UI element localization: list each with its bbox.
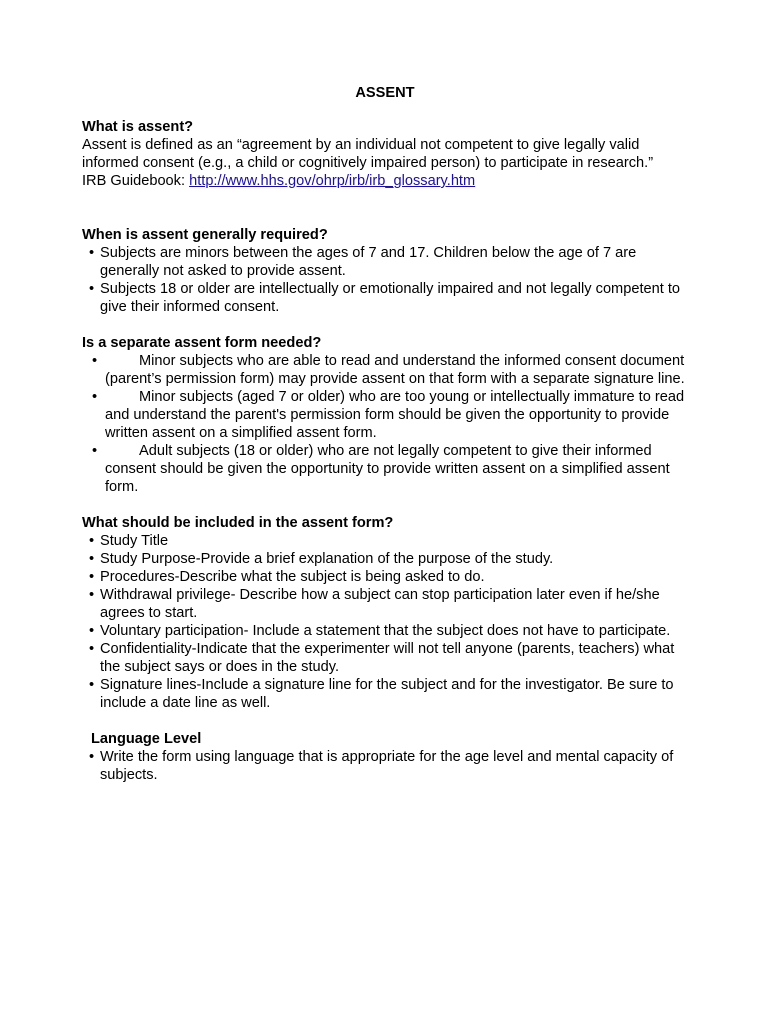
- section-heading: Language Level: [91, 731, 202, 747]
- definition-line: Assent is defined as an “agreement by an individual not competent to give legally valid: [82, 137, 640, 153]
- section-language-level: [82, 730, 692, 784]
- list-item: • Write the form using language that is appropriate for the age level and mental capacity of subjects.: [89, 749, 674, 783]
- bullet-list: [82, 352, 692, 496]
- list-item: • Voluntary participation- Include a statement that the subject does not have to participate.: [89, 623, 671, 639]
- list-item: • Study Purpose-Provide a brief explanation of the purpose of the study.: [89, 551, 554, 567]
- bullet-icon: •: [89, 533, 95, 549]
- bullet-icon: •: [89, 749, 95, 765]
- section-heading: What is assent?: [82, 119, 194, 135]
- list-item: • Subjects 18 or older are intellectually or emotionally impaired and not legally competent to give their informed consent.: [89, 281, 681, 315]
- list-item: • Minor subjects (aged 7 or older) who are too young or intellectually immature to read and understand the parent's permission form should be given the opportunity to provide written assent on a simplified assent form.: [92, 389, 685, 441]
- bullet-icon: •: [92, 353, 98, 369]
- assent-document: [82, 84, 692, 784]
- section-included: [82, 514, 692, 712]
- bullet-icon: •: [89, 587, 95, 603]
- list-item: • Adult subjects (18 or older) who are not legally competent to give their informed consent should be given the opportunity to provide written assent on a simplified assent form.: [92, 443, 670, 495]
- list-item: • Subjects are minors between the ages of 7 and 17. Children below the age of 7 are generally not asked to provide assent.: [89, 245, 637, 279]
- list-item: • Signature lines-Include a signature line for the subject and for the investigator. Be sure to include a date line as well.: [89, 677, 674, 711]
- bullet-icon: •: [89, 245, 95, 261]
- list-item: • Minor subjects who are able to read and understand the informed consent document (parent’s permission form) may provide assent on that form with a separate signature line.: [92, 353, 685, 387]
- section-when-required: [82, 226, 692, 316]
- irb-glossary-link[interactable]: http://www.hhs.gov/ohrp/irb/irb_glossary.htm: [189, 173, 476, 189]
- list-item: • Withdrawal privilege- Describe how a subject can stop participation later even if he/she agrees to start.: [89, 587, 660, 621]
- source-line: [82, 172, 692, 190]
- page-title: ASSENT: [355, 85, 415, 101]
- list-item: • Study Title: [89, 533, 169, 549]
- section-heading: What should be included in the assent form?: [82, 515, 394, 531]
- bullet-icon: •: [89, 281, 95, 297]
- source-label: IRB Guidebook:: [82, 173, 190, 189]
- section-heading: When is assent generally required?: [82, 227, 328, 243]
- bullet-icon: •: [89, 623, 95, 639]
- definition-line: informed consent (e.g., a child or cognitively impaired person) to participate in research.”: [82, 155, 654, 171]
- list-item: • Confidentiality-Indicate that the experimenter will not tell anyone (parents, teachers) what the subject says or does in the study.: [89, 641, 675, 675]
- bullet-icon: •: [89, 551, 95, 567]
- section-heading: Is a separate assent form needed?: [82, 335, 322, 351]
- bullet-list: [82, 748, 692, 784]
- bullet-icon: •: [92, 443, 98, 459]
- bullet-icon: •: [92, 389, 98, 405]
- list-item: • Procedures-Describe what the subject is being asked to do.: [89, 569, 485, 585]
- bullet-icon: •: [89, 569, 95, 585]
- bullet-list: [82, 244, 692, 316]
- section-separate-form: [82, 334, 692, 496]
- bullet-icon: •: [89, 641, 95, 657]
- bullet-icon: •: [89, 677, 95, 693]
- section-what-is-assent: [82, 118, 692, 190]
- bullet-list: [82, 532, 692, 712]
